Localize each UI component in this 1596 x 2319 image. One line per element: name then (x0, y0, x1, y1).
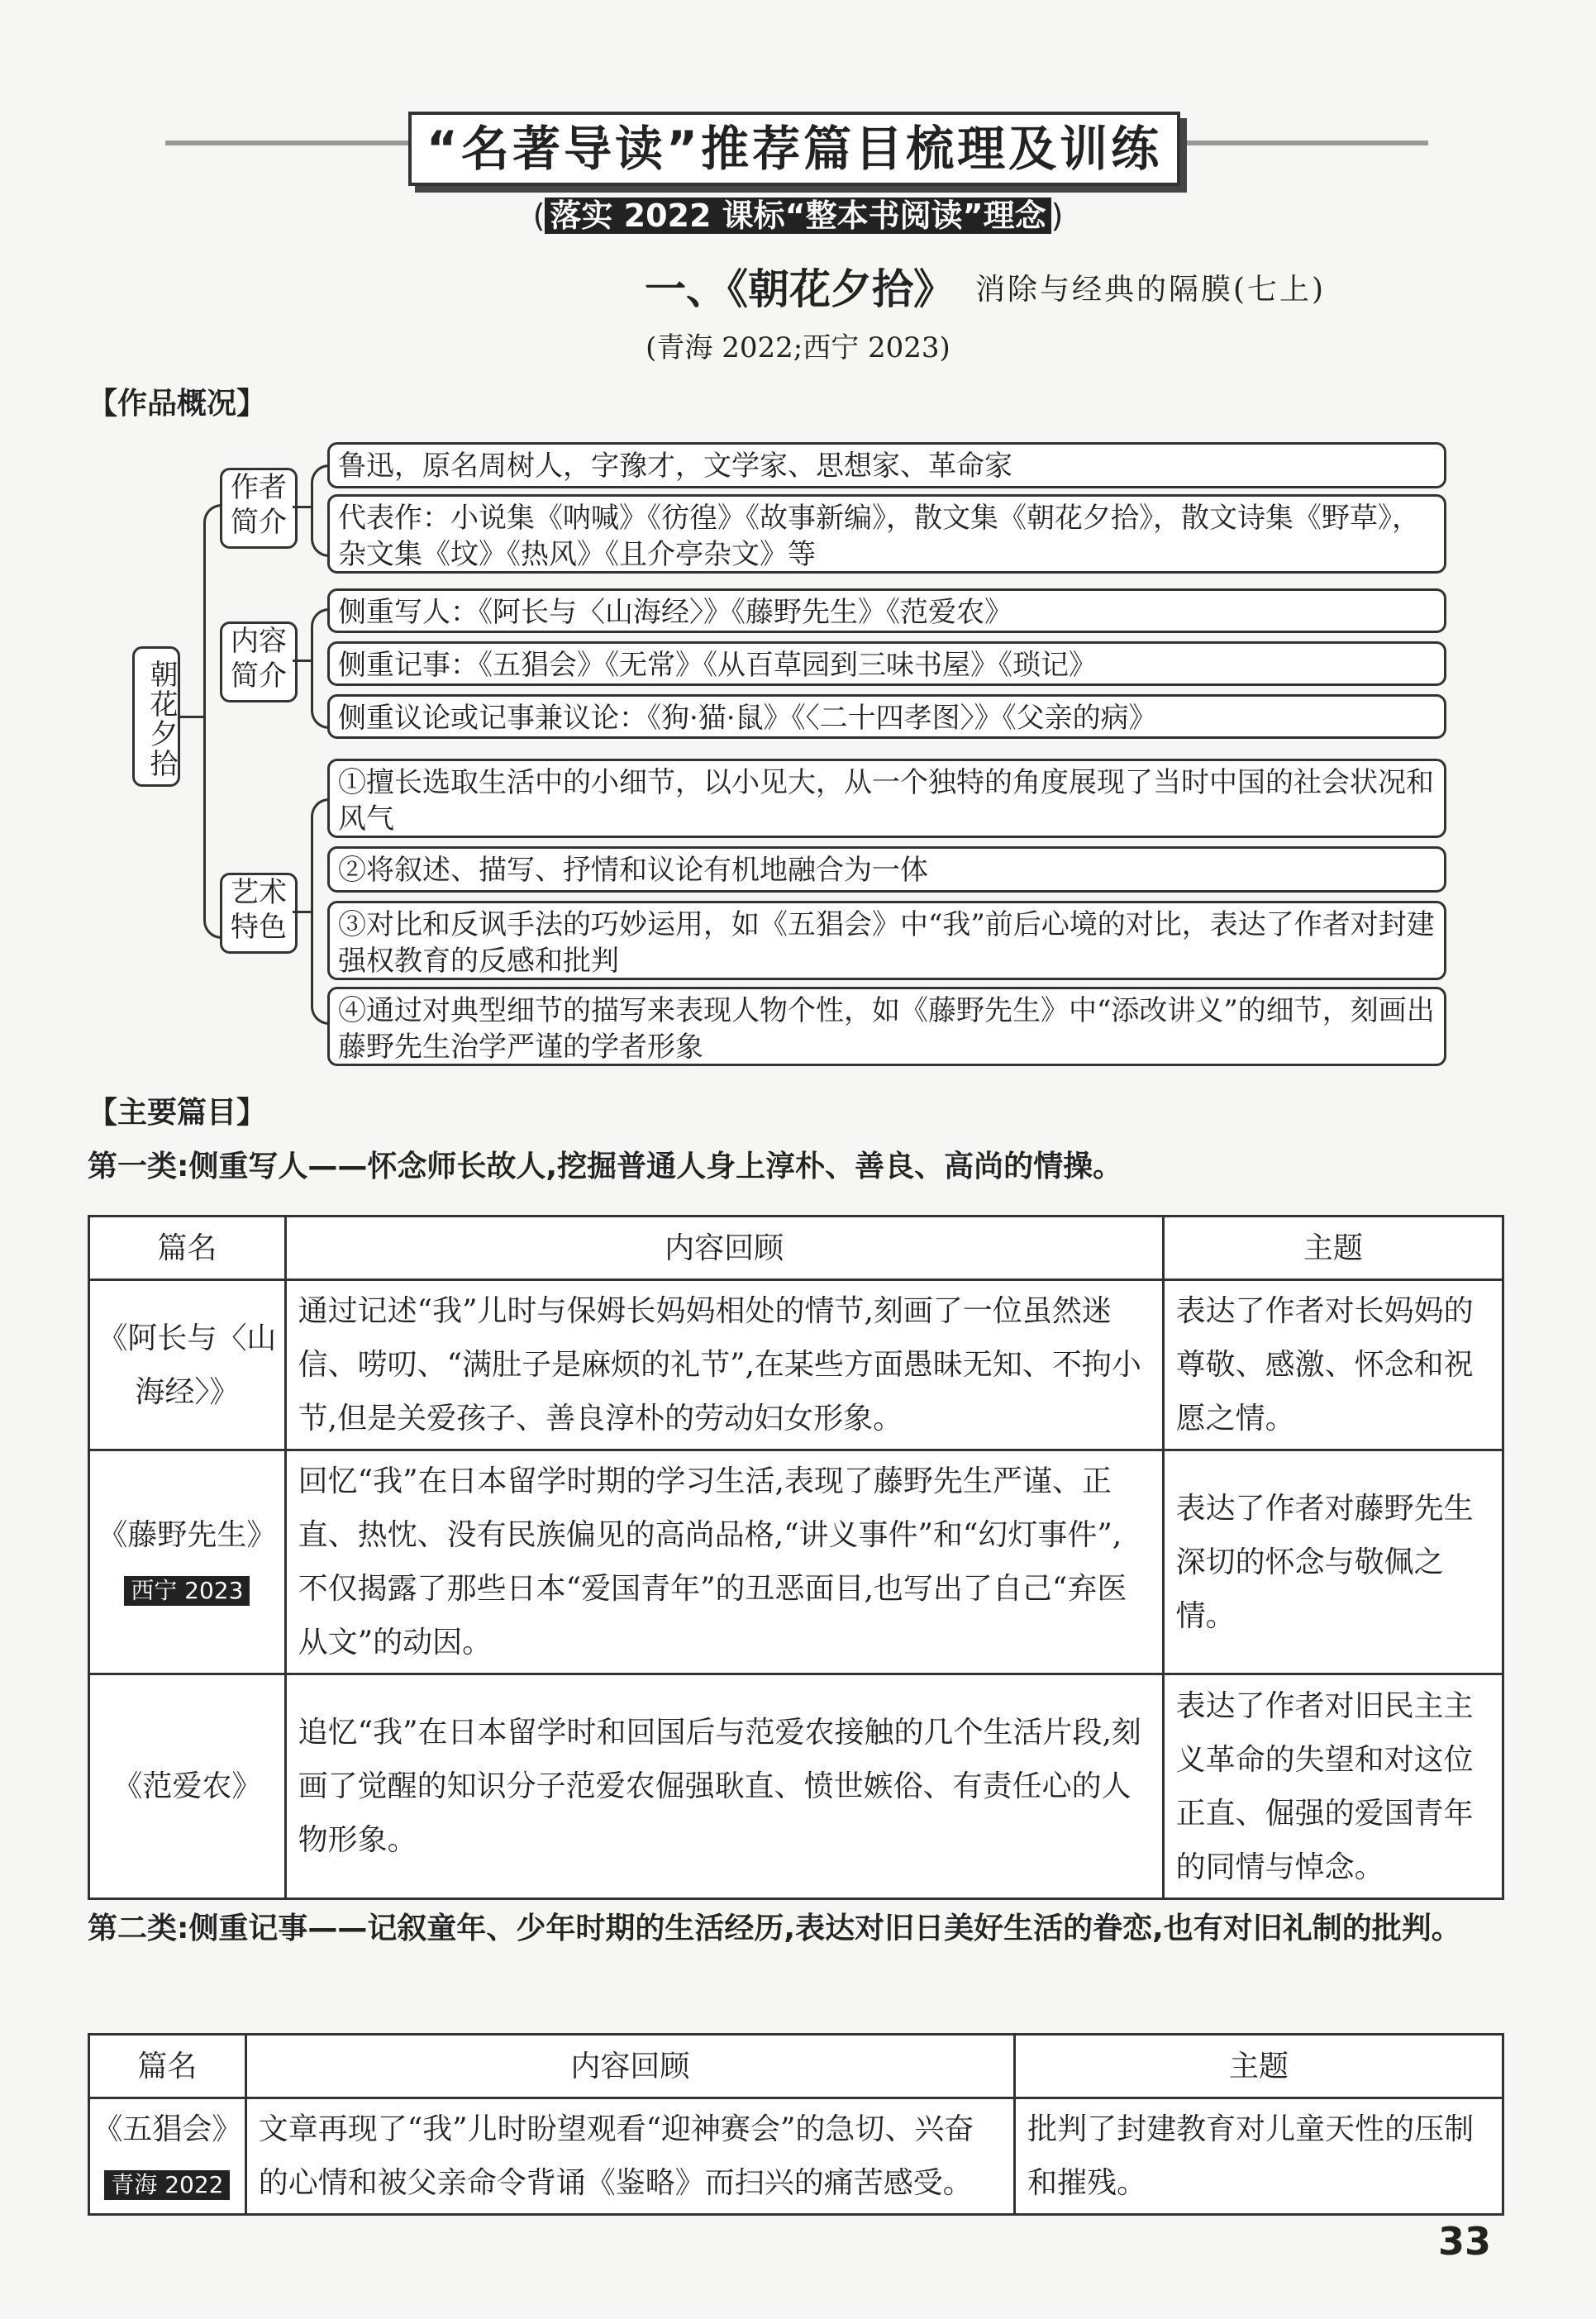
header-theme: 主题 (1163, 1217, 1503, 1280)
exam-tag: 西宁 2023 (124, 1576, 250, 1606)
main-label: 【主要篇目】 (88, 1096, 267, 1130)
work-content: 追忆“我”在日本留学时和回国后与范爱农接触的几个生活片段,刻画了觉醒的知识分子范爱农倔强耿直、愤世嫉俗、有责任心的人物形象。 (285, 1674, 1163, 1899)
category-2: 第二类:侧重记事——记叙童年、少年时期的生活经历,表达对旧日美好生活的眷恋,也有对旧礼制的批判。 (88, 1912, 1461, 1945)
table-recording-events (88, 2033, 1504, 2216)
table-row (89, 2098, 1503, 2215)
art-item: ④通过对典型细节的描写来表现人物个性，如《藤野先生》中“添改讲义”的细节，刻画出藤野先生治学严谨的学者形象 (327, 987, 1446, 1066)
author-label: 作者简介 (220, 468, 298, 549)
content-item: 侧重议论或记事兼议论：《狗·猫·鼠》《〈二十四孝图〉》《父亲的病》 (327, 694, 1446, 739)
work-content: 通过记述“我”儿时与保姆长妈妈相处的情节,刻画了一位虽然迷信、唠叨、“满肚子是麻烦的礼节”,在某些方面愚昧无知、不拘小节,但是关爱孩子、善良淳朴的劳动妇女形象。 (285, 1280, 1163, 1450)
subtitle-open: ( (532, 198, 545, 234)
work-theme: 批判了封建教育对儿童天性的压制和摧残。 (1015, 2098, 1503, 2215)
mindmap-stub-art (293, 911, 312, 913)
mindmap-stub-author (293, 506, 312, 508)
content-item: 侧重记事：《五猖会》《无常》《从百草园到三味书屋》《琐记》 (327, 641, 1446, 686)
mindmap-stub-root (180, 716, 205, 718)
work-name: 《范爱农》 (89, 1674, 286, 1899)
art-item: ①擅长选取生活中的小细节，以小见大，从一个独特的角度展现了当时中国的社会状况和风气 (327, 759, 1446, 838)
art-item: ③对比和反讽手法的巧妙运用，如《五猖会》中“我”前后心境的对比，表达了作者对封建强权教育的反感和批判 (327, 901, 1446, 980)
work-theme: 表达了作者对藤野先生深切的怀念与敬佩之情。 (1163, 1450, 1503, 1674)
subtitle (0, 190, 1596, 236)
art-item: ②将叙述、描写、抒情和议论有机地融合为一体 (327, 846, 1446, 893)
mindmap-brace-root (203, 504, 222, 939)
work-theme: 表达了作者对旧民主主义革命的失望和对这位正直、倔强的爱国青年的同情与悼念。 (1163, 1674, 1503, 1899)
work-name: 《阿长与〈山海经〉》 (89, 1280, 286, 1450)
exam-source: (青海 2022;西宁 2023) (646, 331, 950, 364)
content-label: 内容简介 (220, 621, 298, 702)
header-name: 篇名 (89, 2035, 246, 2098)
table-writing-people (88, 1215, 1504, 1900)
page-title: “名著导读”推荐篇目梳理及训练 (408, 112, 1180, 186)
author-item: 代表作：小说集《呐喊》《彷徨》《故事新编》，散文集《朝花夕拾》，散文诗集《野草》，杂文集《坟》《热风》《且介亭杂文》等 (327, 494, 1446, 574)
overview-label: 【作品概况】 (88, 387, 267, 421)
table-row (89, 1450, 1503, 1674)
work-name-cell (89, 2098, 246, 2215)
header-theme: 主题 (1015, 2035, 1503, 2098)
header-name: 篇名 (89, 1217, 286, 1280)
table-row (89, 1674, 1503, 1899)
work-name-cell (89, 1450, 286, 1674)
mindmap-stub-content (293, 660, 312, 662)
category-1: 第一类:侧重写人——怀念师长故人,挖掘普通人身上淳朴、善良、高尚的情操。 (88, 1150, 1123, 1183)
exam-tag: 青海 2022 (104, 2170, 230, 2200)
header-rule-right (1180, 140, 1428, 145)
table-row (89, 1280, 1503, 1450)
content-item: 侧重写人：《阿长与〈山海经〉》《藤野先生》《范爱农》 (327, 588, 1446, 633)
header-content: 内容回顾 (285, 1217, 1163, 1280)
header-rule-left (165, 140, 408, 145)
author-item: 鲁迅，原名周树人，字豫才，文学家、思想家、革命家 (327, 442, 1446, 488)
work-name: 《藤野先生》 (98, 1518, 277, 1552)
work-content: 文章再现了“我”儿时盼望观看“迎神赛会”的急切、兴奋的心情和被父亲命令背诵《鉴略》而扫兴的痛苦感受。 (245, 2098, 1014, 2215)
work-name: 《五猖会》 (93, 2112, 242, 2146)
mindmap-root: 朝花夕拾 (132, 646, 180, 787)
header-content: 内容回顾 (245, 2035, 1014, 2098)
work-content: 回忆“我”在日本留学时期的学习生活,表现了藤野先生严谨、正直、热忱、没有民族偏见的高尚品格,“讲义事件”和“幻灯事件”,不仅揭露了那些日本“爱国青年”的丑恶面目,也写出了自己“弃医从文”的动因。 (285, 1450, 1163, 1674)
section-subtitle: 消除与经典的隔膜(七上) (975, 273, 1327, 307)
art-label: 艺术特色 (220, 873, 298, 954)
section-title: 一、《朝花夕拾》 (645, 265, 955, 313)
work-theme: 表达了作者对长妈妈的尊敬、感激、怀念和祝愿之情。 (1163, 1280, 1503, 1450)
subtitle-close: ) (1051, 198, 1064, 234)
subtitle-highlight: 落实 2022 课标“整本书阅读”理念 (545, 198, 1051, 234)
page-number: 33 (1438, 2219, 1492, 2264)
